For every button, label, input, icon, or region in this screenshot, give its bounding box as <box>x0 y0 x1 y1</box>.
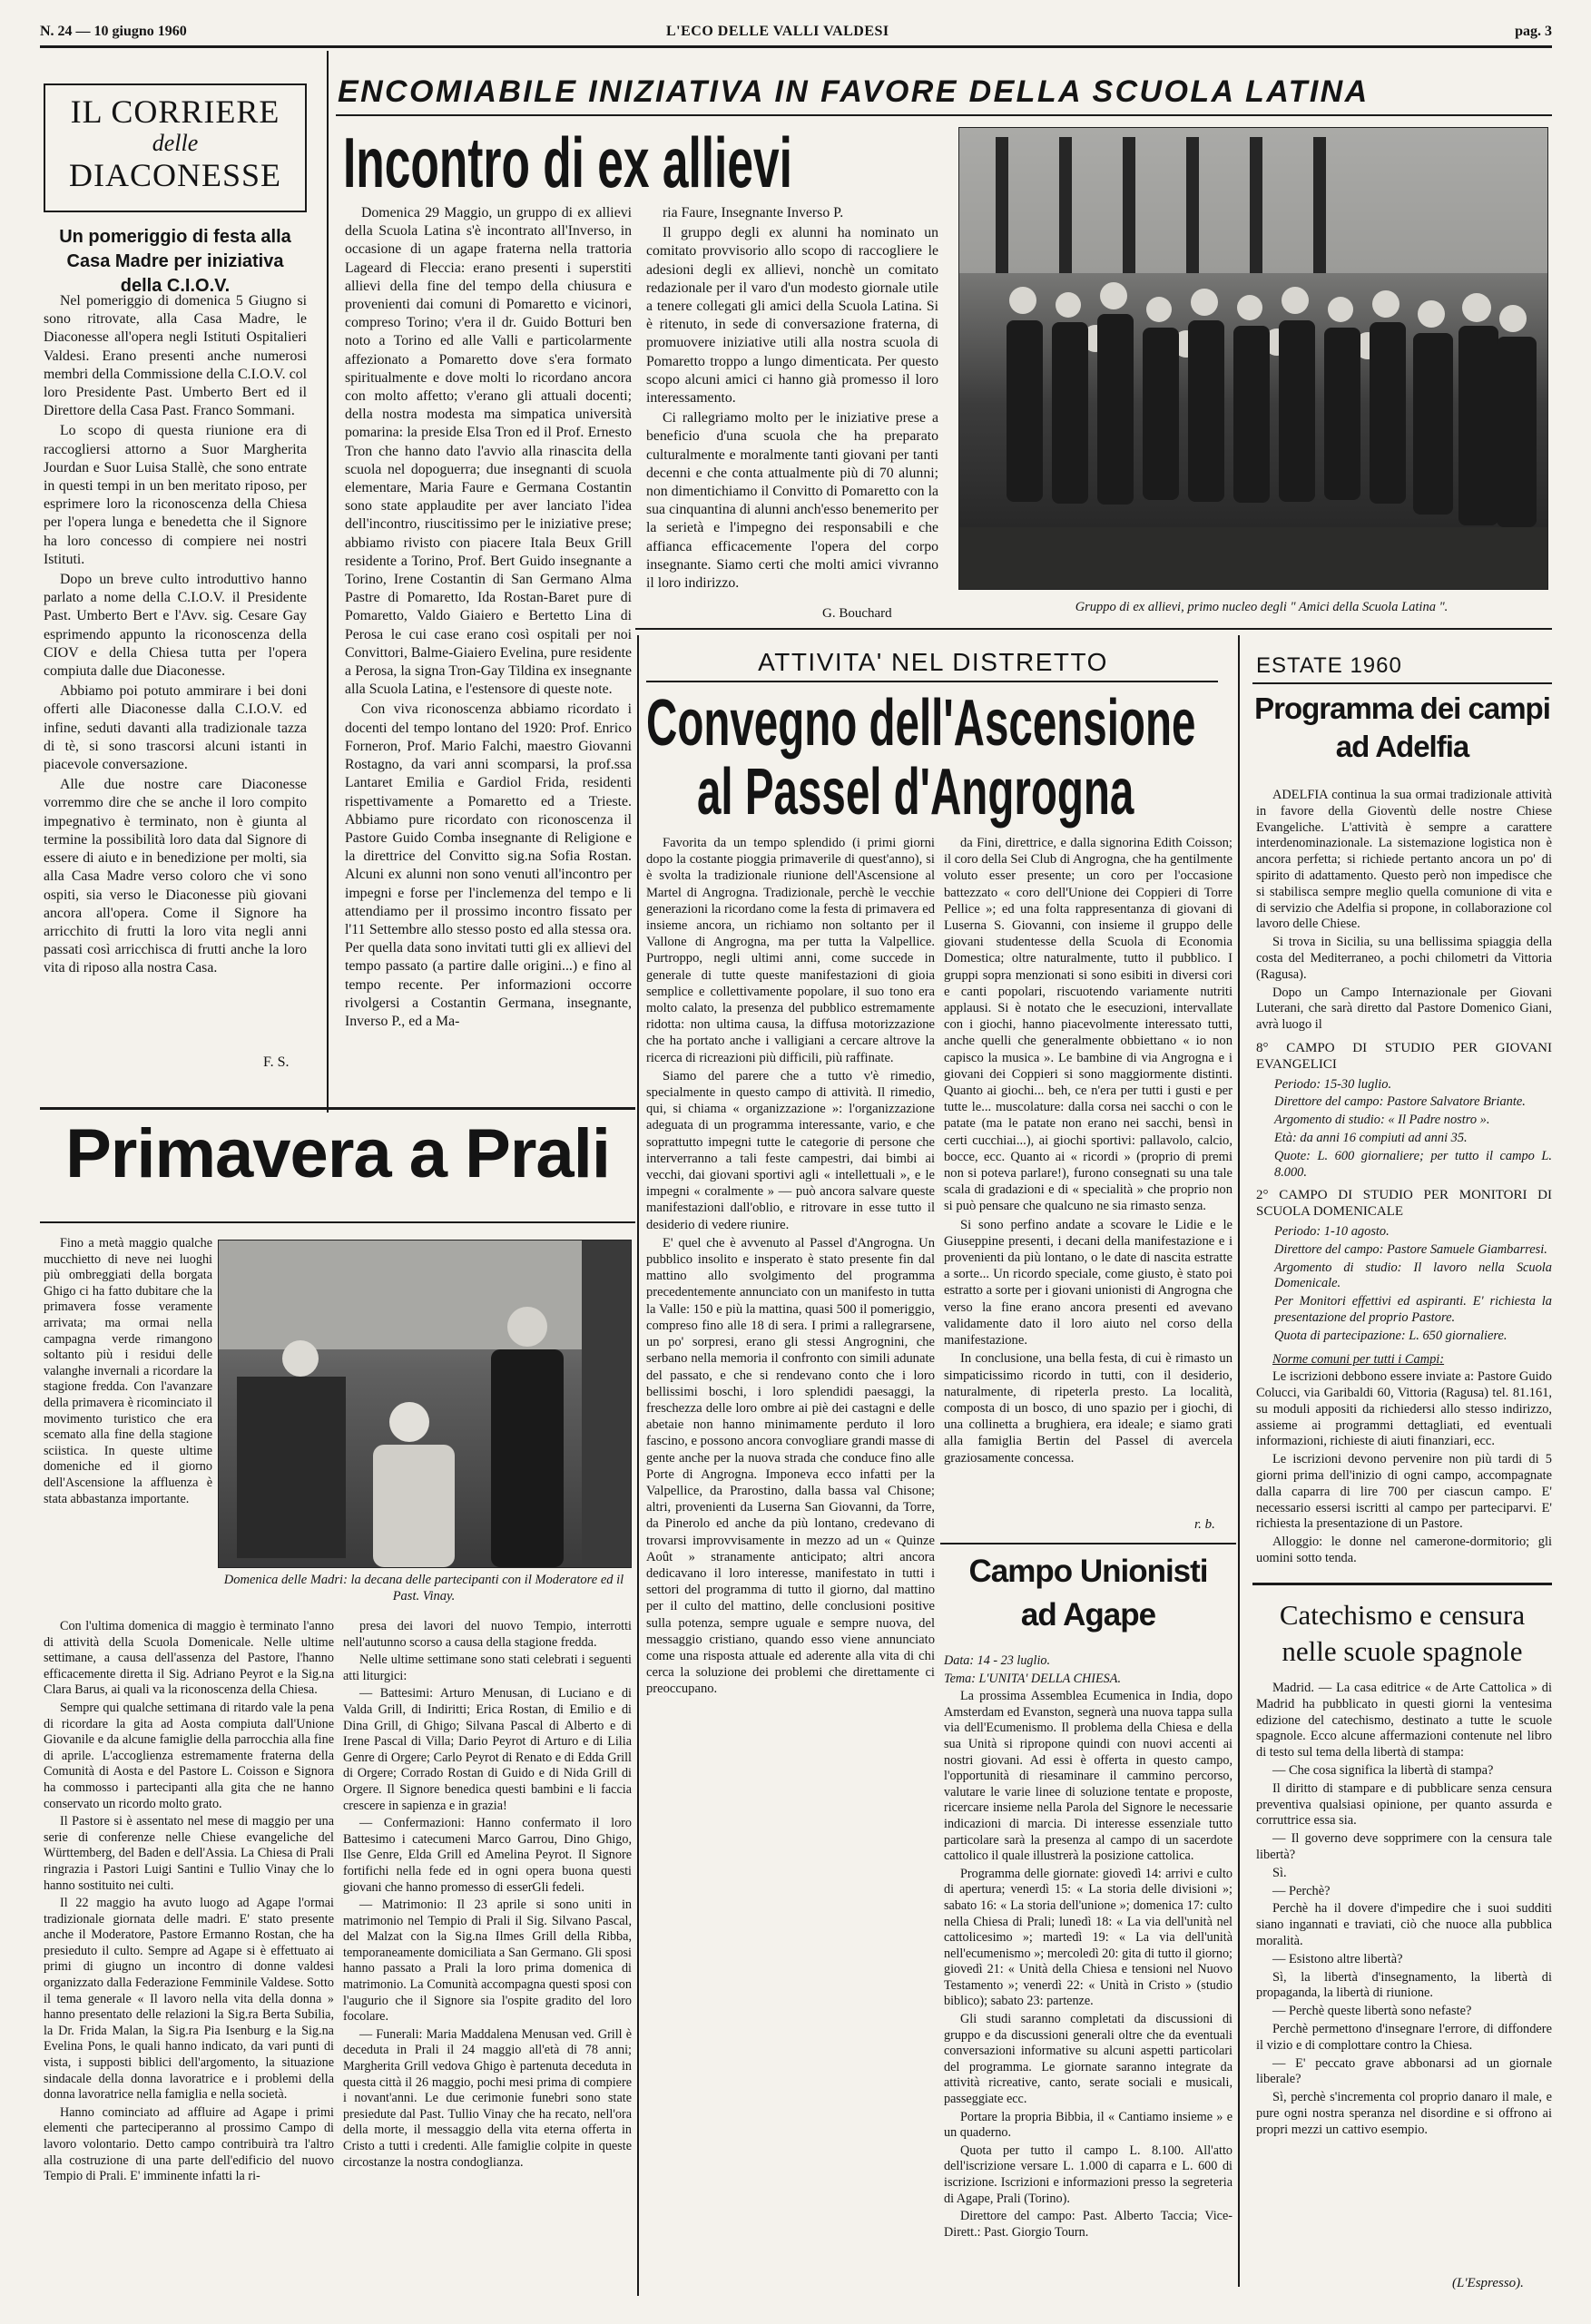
corriere-paragraph: Abbiamo poi potuto ammirare i bei doni offerti alle Diaconesse dalla C.I.O.V. ed infine, seduti davanti alla tradizionale tazza di tè, si sono trascorsi alcuni istanti in piacevole conversazione. <box>44 683 307 773</box>
catechismo-paragraph: Sì, la libertà d'insegnamento, la libertà di propaganda, la libertà di riunione. <box>1256 1969 1552 2001</box>
scuola-paragraph: ria Faure, Insegnante Inverso P. <box>663 205 844 221</box>
distretto-kicker: ATTIVITA' NEL DISTRETTO <box>758 648 1108 676</box>
prali-paragraph: — Matrimonio: Il 23 aprile si sono uniti in matrimonio nel Tempio di Prali il Sig. Silvano Pascal, del Malzat con la Sig.na Ilmes Grill della Ribba, temporaneamente domiciliata a San Germano. Gli sposi hanno passato a Prali la loro prima domenica di matrimonio. La Comunità accompagna questi sposi con l'augurio che il Signore sia l'ospite gradito del loro focolare. <box>343 1897 632 2025</box>
unionisti-paragraph: Programma delle giornate: giovedì 14: arrivi e culto di apertura; venerdì 15: « La storia delle divisioni »; sabato 16: « La storia dell'unione »; domenica 17: culto nella Chiesa di Prali; lunedì 18: « La via dell'unità nel cattolicesimo »; martedì 19: « La via dell'unità nell'ecumenismo »; mercoledì 20: gita di tutto il giorno; giovedì 21: « Unità della Chiesa e tensioni nel Nuovo Testamento »; venerdì 22: « Unità in Cristo » (studio biblico); sabato 23: partenze. <box>944 1866 1233 2009</box>
unionisti-theme: Tema: L'UNITA' DELLA CHIESA. <box>944 1671 1121 1686</box>
catechismo-headline-line1: Catechismo e censura <box>1279 1599 1526 1631</box>
norme-title: Norme comuni per tutti i Campi: <box>1272 1351 1445 1367</box>
corriere-box <box>44 83 307 212</box>
distretto-headline <box>646 686 1227 831</box>
prali-photo <box>218 1240 632 1568</box>
catechismo-headline-line2: nelle scuole spagnole <box>1282 1635 1523 1667</box>
prali-headline: Primavera a Prali <box>65 1115 610 1192</box>
camp2-line: Quota di partecipazione: L. 650 giornaliere. <box>1274 1328 1508 1343</box>
corriere-headline: Un pomeriggio di festa alla Casa Madre per iniziativa della C.I.O.V. <box>59 227 291 296</box>
corriere-body <box>44 292 307 1074</box>
camp1-line: Direttore del campo: Pastore Salvatore Briante. <box>1274 1094 1526 1110</box>
unionisti-paragraph: Quota per tutto il campo L. 8.100. All'atto dell'iscrizione versare L. 1.000 di caparra e L. 600 di iscrizione. Iscrizioni e informazioni presso la segreteria di Agape, Prali (Torino). <box>944 2143 1233 2206</box>
catechismo-paragraph: — Il governo deve sopprimere con la censura tale libertà? <box>1256 1831 1552 1862</box>
kicker-rule <box>336 114 1552 116</box>
scuola-column-1 <box>345 204 632 1112</box>
distretto-paragraph: da Fini, direttrice, e dalla signorina Edith Coisson; il coro della Sei Club di Angrogna, che ha gentilmente voluto esser presente; un coro per l'occasione battezzato « coro dell'Unione dei Coppieri di Torre Pellice »; ed una folta rappresentanza di giovani di Luserna S. Giovanni, con insieme il gruppo delle giovani studentesse della Scuola di Economia Domestica; oltre naturalmente, tutto il pubblico. I gruppi sopra menzionati si sono esibiti in diversi cori e canti popolari, riscuotendo variamente nutriti applausi. Si è notato che le esecuzioni, intervallate con i giochi, hanno piacevolmente interessato tutti, anche quelli che generalmente obbiettano « io non capisco la musica ». Le bambine di via Angrogna e i giovani dei Coppieri si sono maggiormente distinti. Quanto ai giochi... beh, ce n'era per tutti i gusti e per tutte le... muscolature: dalla corsa nei sacchi o con le patate (ma le patate non erano nei sacchi, bensì in certi cucchiai...), ai giochi sportivi: pallavolo, calcio, bocce, ecc. Quanto ai « ricordi » (proprio di premi non si poteva parlare!), furono consegnati su una tale scala di gradazioni e di « specialità » che proprio non si può pensare che qualcuno ne sia rimasto senza. <box>944 836 1233 1214</box>
distretto-kicker-rule <box>646 681 1218 682</box>
prali-paragraph: Sempre qui qualche settimana di ritardo vale la pena di ricordare la gita ad Aosta compiuta dall'Unione Giovanile e da alcune famiglie della parrocchia alla fine di aprile. L'accoglienza estremamente fraterna della Comunità di Aosta e del Pastore L. Coisson e Signora ha commosso i partecipanti alla gita che ne hanno conservato un ricordo molto grato. <box>44 1700 334 1811</box>
section-rule <box>40 1107 635 1110</box>
column-divider <box>637 635 639 2296</box>
camp1-line: Periodo: 15-30 luglio. <box>1274 1076 1392 1092</box>
unionisti-paragraph: Direttore del campo: Past. Alberto Taccia; Vice-Dirett.: Past. Giorgio Tourn. <box>944 2209 1233 2240</box>
catechismo-paragraph: — Perchè queste libertà sono nefaste? <box>1272 2004 1472 2019</box>
prali-column-1-lower <box>44 1619 334 2290</box>
masthead-rule <box>40 45 1552 48</box>
distretto-paragraph: In conclusione, una bella festa, di cui è rimasto un simpaticissimo ricordo in tutti, con il desiderio, naturalmente, di ripeterla presto. La località, composta di un bosco, di uno spazio per i giochi, di una collinetta a brughiera, era ideale; e siamo grati alla famiglia Bertin del Passel di avercela graziosamente concessa. <box>944 1351 1233 1466</box>
unionisti-date: Data: 14 - 23 luglio. <box>944 1653 1051 1668</box>
corriere-title-line2: delle <box>152 130 199 156</box>
camp1-line: Età: da anni 16 compiuti ad anni 35. <box>1274 1130 1468 1145</box>
distretto-paragraph: E' quel che è avvenuto al Passel d'Angrogna. Un pubblico insolito e insperato è stato presente fin dal mattino allo svolgimento del programma precedentemente annunciato con un manifesto in tutta la Valle: 150 e più la mattina, quasi 500 il pomeriggio, compreso fino alle 18 di sera. I primi a rallegrarsene, un po' sorpresi, erano gli stessi Angrognini, che serbano nella memoria il confronto con simili adunate del passato, e che si rendevano conto che i loro bellissimi boschi, i loro splendidi paesaggi, la freschezza delle loro ombre ai piè dei castagni e delle abetaie non hanno minimamente perduto il loro fascino, e possono ancora convogliare grandi masse di gente anche per la nuova strada che conduce fino alle Porte di Angrogna. Imponeva ecco infatti per la Valpellice, da Prarostino, dalla bassa val Chisone; altri, provenienti da Luserna San Giovanni, da Torre, da Pinerolo ed anche da più lontano, credevano di trovarsi improvvisamente in mezzo ad un « Quinze Août » stranamente anticipato; altri ancora dedicavano il loro interesse, manifestato in tutti i settori del programma di tutto il giorno, dal mattino per il culto del mattino, delle conclusioni positive sulla potenza, sempre uguale e sempre nuova, del messaggio cristiano, quando esso viene annunciato come una risposta attuale ed aderente alla vita di chi cerca la soluzione dei problemi che direttamente ci preoccupano. <box>646 1235 935 1697</box>
camp1-line: Quote: L. 600 giornaliere; per tutto il campo L. 8.000. <box>1274 1148 1552 1180</box>
corriere-paragraph: Alle due nostre care Diaconesse vorremmo dire che se anche il loro compito impegnativo è terminato, non è giunta al termine la possibilità loro data dal Signore di essere di aiuto e in benedizione per molti, sia alla Casa Madre verso coloro che vi sono ospiti, sia verso le Diaconesse più giovani ancora all'opera. Come il Signore ha arricchito di frutti la loro vita negli anni passati così arricchisca di frutti anche la loro vita di riposo alla nostra Casa. <box>44 777 307 976</box>
scuola-paragraph: Domenica 29 Maggio, un gruppo di ex allievi della Scuola Latina s'è incontrato all'Inverso, in occasione di un agape fraterna nella trattoria Lageard di Fleccia: erano presenti i superstiti allievi della fine del tempo della chiusura e provenienti dai comuni di Pomaretto e vicinori, compreso Torino; v'era il dr. Guido Botturi ben noto a Torino ed alle Valli e particolarmente affezionato a Pomaretto dove s'era formato spiritualmente e dove molti lo ricordano ancora con molto affetto; v'erano gli attuali docenti; della nostra modesta ma simpatica università pomarina: la preside Elsa Tron ed il Prof. Ernesto Tron che hanno dato l'avvio alla rinascita della scuola nel dopoguerra; due insegnanti di scuola elementare, Maria Faure e Germana Costantin sono state applaudite per aver lanciato l'idea dell'incontro, riuscitissimo per le iniziative prese; abbiamo rivisto con piacere Itala Beux Grill residente a Torino, Prof. Bert Guido insegnante a Torino, Irene Costantin di San Germano Alma Pastre di Pomaretto, Ida Rostan-Baret pure di Pomaretto, Valdo Giaiero e Bertetto Lina di Perosa le cui case erano così ospitali per noi Convittori, Balme-Giaiero Evelina, pure residente a Perosa, la signa Tron-Gay Tildina ex insegnante alla Scuola Latina, e l'estensore di queste note. <box>345 205 632 698</box>
corriere-paragraph: Lo scopo di questa riunione era di raccogliersi attorno a Suor Margherita Jourdan e Suor Luisa Stallè, che sono entrate in questi tempi in un ben meritato riposo, per esprimere loro la riconoscenza della Chiesa per l'opera lunga e benedetta che il Signore ha loro concesso di compiere nei nostri Istituti. <box>44 423 307 567</box>
camp2-details <box>1256 1224 1552 1345</box>
estate-rule <box>1252 682 1552 684</box>
unionisti-headline <box>940 1550 1236 1648</box>
catechismo-paragraph: — Esistono altre libertà? <box>1272 1951 1403 1966</box>
prali-paragraph: — Confermazioni: Hanno confermato il loro Battesimo i catecumeni Marco Garrou, Dino Ghigo, Ilse Genre, Elda Grill ed Amelina Peyrot. Il Signore fortifichi nella fede ed in ogni opera buona questi giovani che hanno promesso di esserGli fedeli. <box>343 1816 632 1895</box>
scuola-photo-caption: Gruppo di ex allievi, primo nucleo degli " Amici della Scuola Latina ". <box>1075 600 1449 614</box>
camp2-line: Argomento di studio: Il lavoro nella Scuola Domenicale. <box>1274 1260 1552 1291</box>
unionisti-headline-line2: ad Agape <box>1020 1597 1156 1633</box>
scuola-paragraph: Con viva riconoscenza abbiamo ricordato i docenti del tempo lontano del 1920: Prof. Enrico Forneron, Prof. Mario Falchi, maestro Giovanni Rostagno, da vari anni scomparsi, la prof.ssa Lantaret Emilia e Gardiol Frida, residenti rispettivamente a Pomaretto ed a Trieste. Abbiamo pure ricordato con riconoscenza il Pastore Guido Comba insegnante di Religione e la direttrice del Convitto sig.na Sofia Rostan. Alcuni ex alunni non sono venuti all'incontro per impegni e forse per l'inclemenza del tempo e li attendiamo per il prossimo incontro fissato per l'11 Settembre allo stesso posto ed alla stessa ora. Per quella data sono invitati tutti gli ex allievi del tempo passato (a partire dalle origini...) e fino al tempo recente. Per informazioni occorre rivolgersi a Costantin Germana, insegnante, Inverso P., ed a Ma- <box>345 701 632 1029</box>
norme-paragraph: Le iscrizioni debbono essere inviate a: Pastore Guido Colucci, via Garibaldi 60, Vittoria (Ragusa) tel. 81.161, su moduli appositi da richiedersi allo stesso indirizzo, assieme ai programmi dettagliati, ed eventuali informazioni, richieste di aiuti finanziari, ecc. <box>1256 1369 1552 1449</box>
distretto-paragraph: Si sono perfino andate a scovare le Lidie e le Giuseppine presenti, i decani della manifestazione e i provenienti da più lontano, o le date di nascita estratte a sorte... Un ricordo speciale, come giusto, è stato poi estratto a sorte per i giovani unionisti di Angrogna che verso la fine erano ancora presenti ed avevano validamente dato il loro aiuto nel corso della manifestazione. <box>944 1217 1233 1348</box>
catechismo-paragraph: Perchè permettono d'insegnare l'errore, di diffondere il vizio e di complottare contro la Chiesa. <box>1256 2021 1552 2053</box>
unionisti-headline-line1: Campo Unionisti <box>968 1554 1208 1589</box>
catechismo-paragraph: Madrid. — La casa editrice « de Arte Cattolica » di Madrid ha pubblicato in questi giorni la ventesima edizione del catechismo, destinato a tutte le scuole spagnole. Ecco alcune affermazioni contenute nel libro di testo sul tema della libertà di stampa: <box>1256 1681 1552 1760</box>
page-masthead <box>40 24 1552 45</box>
catechismo-body <box>1256 1681 1552 2270</box>
camp1-details <box>1256 1077 1552 1182</box>
estate-body <box>1256 788 1552 1568</box>
corriere-signature: F. S. <box>263 1054 290 1070</box>
scuola-group-photo <box>958 127 1548 590</box>
catechismo-headline <box>1252 1597 1552 1670</box>
prali-column-2 <box>343 1619 632 2290</box>
unionisti-body <box>944 1653 1233 2289</box>
estate-label: ESTATE 1960 <box>1256 653 1402 678</box>
distretto-headline-line1: Convegno dell'Ascensione <box>646 687 1196 760</box>
corriere-paragraph: Nel pomeriggio di domenica 5 Giugno si sono ritrovate, alla Casa Madre, le Diaconesse all'opera negli Istituti Ospitalieri Valdesi. Erano presenti anche numerosi membri della Commissione della C.I.O.V. col loro Presidente Past. Umberto Bert ed il Direttore della Casa Past. Franco Sommani. <box>44 293 307 419</box>
unionisti-paragraph: Gli studi saranno completati da discussioni di gruppo e da discussioni generali oltre che da eventuali conversazioni informative su alcuni aspetti particolari del programma. Le giornate saranno integrate da attività ricreative, canto, serate sociali e musicali, passeggiate ecc. <box>944 2012 1233 2107</box>
prali-paragraph: Con l'ultima domenica di maggio è terminato l'anno di attività della Scuola Domenicale. Nelle ultime settimane, a causa dell'assenza del Pastore, l'hanno efficacemente diretta il Sig. Adriano Peyrot e la Sig.na Clara Barus, ai quali va la riconoscenza della Chiesa. <box>44 1619 334 1698</box>
norme-paragraph: Le iscrizioni devono pervenire non più tardi di 5 giorni prima dell'inizio di ogni campo, accompagnate dalla caparra di lire 700 per ciascun campo. E' necessario essersi iscritti al campo per parteciparvi. E' richiesta la presentazione di un Pastore. <box>1256 1452 1552 1532</box>
catechismo-paragraph: Il diritto di stampare e di pubblicare senza censura preventiva qualsiasi opinione, per quanto assurda e corruttrice essa sia. <box>1256 1780 1552 1829</box>
distretto-column-2 <box>944 835 1233 1532</box>
issue-number: N. 24 — 10 giugno 1960 <box>40 24 187 39</box>
corriere-paragraph: Dopo un breve culto introduttivo hanno parlato a nome della C.I.O.V. il Presidente Past. Umberto Bert e l'Avv. sig. Cesare Gay esprimendo appunto la riconoscenza della CIOV e della Chiesa tutta per l'opera compiuta dalle due Diaconesse. <box>44 572 307 680</box>
group-photo-image <box>959 128 1547 589</box>
prali-paragraph: Nelle ultime settimane sono stati celebrati i seguenti atti liturgici: <box>343 1652 632 1683</box>
catechismo-paragraph: Sì, perchè s'incrementa col proprio danaro il male, e pure ogni nostra speranza nel disordine e si offrono ai propri mezzi un cattivo esempio. <box>1256 2090 1552 2137</box>
estate-paragraph: Si trova in Sicilia, su una bellissima spiaggia della costa del Mediterraneo, a pochi chilometri da Vittoria (Ragusa). <box>1256 935 1552 982</box>
catechismo-paragraph: — E' peccato grave abbonarsi ad un giornale liberale? <box>1256 2055 1552 2087</box>
camp1-line: Argomento di studio: « Il Padre nostro ». <box>1274 1113 1490 1128</box>
section-rule <box>635 628 1552 630</box>
prali-paragraph: — Funerali: Maria Maddalena Menusan ved. Grill è deceduta in Prali il 24 maggio all'età di 78 anni; Margherita Grill vedova Ghigo è partenuta deceduta in questa città il 26 maggio, pochi mesi prima di compiere i novant'anni. Le due cerimonie funebri sono state presiedute dal Past. Tullio Vinay che ha recato, nell'ora della morte, il messaggio della vita eterna offerta in Cristo a tutti i credenti. Alle famiglie colpite in queste circostanze la nostra condoglianza. <box>343 2026 632 2170</box>
prali-photo-image <box>219 1240 631 1567</box>
newspaper-name: L'ECO DELLE VALLI VALDESI <box>666 24 889 39</box>
unionisti-paragraph: Portare la propria Bibbia, il « Cantiamo insieme » e un quaderno. <box>944 2109 1233 2141</box>
prali-photo-caption: Domenica delle Madri: la decana delle partecipanti con il Moderatore ed il Past. Vinay. <box>223 1573 624 1603</box>
camp2-line: Periodo: 1-10 agosto. <box>1274 1223 1390 1239</box>
norme-paragraph: Alloggio: le donne nel camerone-dormitorio; gli uomini sotto tenda. <box>1256 1535 1552 1566</box>
camp2-title: 2° CAMPO DI STUDIO PER MONITORI DI SCUOLA DOMENICALE <box>1256 1188 1552 1220</box>
section-rule <box>940 1543 1236 1544</box>
distretto-paragraph: Siamo del parere che a tutto v'è rimedio, specialmente in questo campo di attività. Il rimedio, qui, si chiama « organizzazione »: l'organizzazione adeguata di un programma interessante, vario, e che soprattutto impegni tutte le categorie di persone che interverranno a tali feste campestri, dai bimbi ai vecchi, dai giovani sportivi agli « intellettuali », e le impegni « coralmente » — può ancora salvare queste manifestazioni dall'oblio, e ritrovare in esse tutto il desiderio di vedere riunire. <box>646 1068 935 1232</box>
prali-paragraph: presa dei lavori del nuovo Tempio, interrotti nell'autunno scorso a causa della stagione fredda. <box>343 1619 632 1650</box>
prali-paragraph: Fino a metà maggio qualche mucchietto di neve nei luoghi più ombreggiati della borgata Ghigo ci ha fatto dubitare che la primavera fosse veramente arrivata; ma ormai nella campagna verde rimangono soltanto più i residui delle valanghe invernali a ricordare la stagione fredda. Con l'avanzare della primavera è ricominciato il movimento turistico che era scemato alla fine della stagione sciistica. In queste ultime domeniche ed il giorno dell'Ascensione la affluenza è stata abbastanza importante. <box>44 1236 212 1506</box>
section-rule <box>1252 1583 1552 1585</box>
estate-paragraph: ADELFIA continua la sua ormai tradizionale attività in favore della Gioventù delle nostre Chiese Evangeliche. L'attività è sempre a carattere interdenominazionale. La sistemazione logistica non è ancora perfetta; si richiede pertanto ancora un po' di spirito di adattamento. Questo però non impedisce che si stabilisca sempre meglio quella comunione di vita e di servizio che Adelfia si propone, in collaborazione col lavoro delle Chiese. <box>1256 788 1552 932</box>
estate-headline: Programma dei campi ad Adelfia <box>1254 691 1550 763</box>
page-number: pag. 3 <box>1515 24 1552 39</box>
prali-paragraph: Il Pastore si è assentato nel mese di maggio per una serie di conferenze nelle Chiese evangeliche del Württemberg, del Baden e dell'Assia. La Chiesa di Prali ringrazia i Pastori Luigi Santini e Tullio Vinay che lo hanno sostituito nei culti. <box>44 1814 334 1893</box>
prali-paragraph: Hanno cominciato ad affluire ad Agape i primi elementi che parteciperanno al prossimo Campo di lavoro volontario. Detto campo contribuirà tra l'altro alla costruzione di una parte dell'edificio del nuovo Tempio di Prali. E' imminente infatti la ri- <box>44 2104 334 2184</box>
corriere-title-line3: DIACONESSE <box>68 157 281 193</box>
catechismo-paragraph: — Perchè? <box>1272 1883 1331 1898</box>
scuola-paragraph: Ci rallegriamo molto per le iniziative prese a beneficio d'una scuola che ha preparato culturalmente e moralmente tanti giovani per tanti decenni e che conta attualmente più di 70 alunni; non dimentichiamo il Convitto di Pomaretto con la sua cinquantina di alunni anch'esso benemerito per la serietà e l'impegno dei responsabili e che affianca efficacemente l'opera del corpo insegnante. Siamo certi che molti amici vivranno il loro indirizzo. <box>646 410 938 592</box>
catechismo-paragraph: — Che cosa significa la libertà di stampa? <box>1272 1762 1494 1778</box>
unionisti-paragraph: La prossima Assemblea Ecumenica in India, dopo Amsterdam ed Evanston, segnerà una nuova tappa sulla via dell'Ecumenismo. Il problema della Chiesa e della sua Unità si ripropone quindi con nuovi accenti ai nostri giovani. Ad essi è offerta in questo campo, l'opportunità di riesaminare il cammino percorso, valutare le varie linee di soluzione tentate e proposte, ricercare insieme nella Parola del Signore le necessarie indicazioni di marcia. Di interesse essenziale tutto particolare sarà la presenza al campo di un sacerdote cattolico il quale illustrerà la posizione cattolica. <box>944 1689 1233 1864</box>
column-divider <box>327 51 329 1113</box>
scuola-headline-text: Incontro di ex allievi <box>343 123 792 202</box>
distretto-column-1 <box>646 835 935 1697</box>
scuola-column-2 <box>646 204 938 592</box>
catechismo-source: (L'Espresso). <box>1452 2276 1524 2290</box>
distretto-headline-line2: al Passel d'Angrogna <box>697 756 1134 829</box>
scuola-paragraph: Il gruppo degli ex alunni ha nominato un comitato provvisorio allo scopo di raccogliere le adesioni degli ex allievi, nonchè un comitato redazionale per il varo d'un modesto giornale utile a tenere collegati gli amici della Scuola Latina. Si è ritenuto, in sede di conversazione fraterna, di promuovere iniziative utili alla nostra scuola di Pomaretto troppo a lungo dimenticata. Per questo scopo alcuni amici ci hanno già promesso il loro interessamento. <box>646 225 938 407</box>
distretto-signature: r. b. <box>1194 1517 1215 1532</box>
prali-paragraph: Il 22 maggio ha avuto luogo ad Agape l'ormai tradizionale giornata delle madri. E' stato presente anche il Moderatore, Pastore Ermanno Rostan, che ha presieduto il culto. Sempre ad Agape si è effettuato ai primi di giugno un incontro di donne valdesi organizzato dalla Federazione Femminile Valdese. Sotto il tema generale « Il lavoro nella vita della donna » hanno presentato delle relazioni la Sig.ra Berta Subilia, la Dr. Frida Malan, la Sig.ra Pia Isenburg e la Sig.na Evelina Pons, le quali hanno indicato, da vari punti di vista, i supposti biblici dell'argomento, la situazione sindacale della donna lavoratrice e i problemi della donna lavoratrice nella famiglia e nella società. <box>44 1896 334 2103</box>
estate-paragraph: Dopo un Campo Internazionale per Giovani Luterani, che sarà diretto dal Pastore Domenico Giani, avrà luogo il <box>1256 985 1552 1033</box>
corriere-title-line1: IL CORRIERE <box>70 93 280 130</box>
camp2-line: Direttore del campo: Pastore Samuele Giambarresi. <box>1274 1241 1547 1257</box>
column-divider <box>1238 635 1240 2287</box>
catechismo-paragraph: Sì. <box>1272 1865 1287 1880</box>
scuola-headline <box>343 122 942 203</box>
scuola-kicker: ENCOMIABILE INIZIATIVA IN FAVORE DELLA SCUOLA LATINA <box>338 74 1370 109</box>
camp2-line: Per Monitori effettivi ed aspiranti. E' richiesta la presentazione del proprio Pastore. <box>1274 1294 1552 1325</box>
prali-paragraph: — Battesimi: Arturo Menusan, di Luciano e di Valda Grill, di Indiritti; Erica Rostan, di Emilio e di Dina Grill, di Ghigo; Silvana Pascal di Alberto e di Irene Pascal di Villa; Dario Peyrot di Arturo e di Lilia Genre di Orgere; Carlo Peyrot di Renato e di Edda Grill di Orgere; Corrado Rostan di Guido e di Nida Grill di Orgere. Il Signore benedica questi bambini e li faccia crescere in sapienza e in grazia! <box>343 1686 632 1813</box>
section-rule <box>40 1221 635 1223</box>
distretto-paragraph: Favorita da un tempo splendido (i primi giorni dopo la costante pioggia primaverile di quest'anno), si è svolta la tradizionale riunione dell'Ascensione al Martel di Angrogna. Tradizionale, perchè le vecchie generazioni la ricordano come la festa di primavera ed insieme ancora, un richiamo non soltanto per il Vallone di Angrogna, ma per tutta la Valpellice. Purtroppo, negli ultimi anni, come succede in generale di tutte queste manifestazioni di gioia semplice e collettivamente popolare, il suo tono era molto calato, la presenza del pubblico estremamente ridotta: non ultima causa, la diffusa motorizzazione che ha portato anche i valligiani a cercare altrove la ricerca di ricreazioni più difficili, più raffinate. <box>646 836 935 1065</box>
catechismo-paragraph: Perchè ha il dovere d'impedire che i suoi sudditi siano ingannati e traviati, ciò che nuoce alla pubblica moralità. <box>1256 1901 1552 1948</box>
scuola-signature: G. Bouchard <box>822 606 892 621</box>
camp1-title: 8° CAMPO DI STUDIO PER GIOVANI EVANGELICI <box>1256 1040 1552 1072</box>
